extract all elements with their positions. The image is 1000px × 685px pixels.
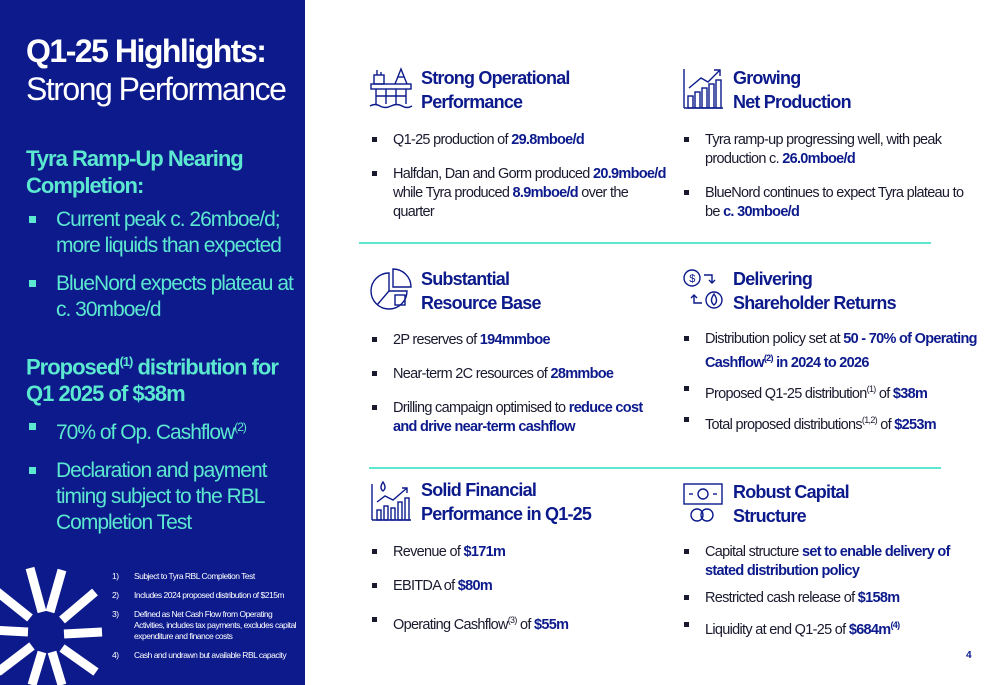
list-item: 70% of Op. Cashflow$^{(2)}$ <box>26 414 296 446</box>
banknote-coins-icon <box>681 480 725 524</box>
oil-platform-icon <box>369 66 413 110</box>
list-item: Revenue of $171m <box>369 543 669 562</box>
list-item: Total proposed distributions$^{(1,2)}$ of $253m <box>681 411 981 435</box>
list-item: Capital structure set to enable delivery of stated distribution policy <box>681 543 981 581</box>
dollar-exchange-icon <box>681 267 725 311</box>
svg-text:$: $ <box>689 273 695 285</box>
bullet-list <box>369 543 669 635</box>
divider <box>369 467 941 469</box>
footnote: 1) Subject to Tyra RBL Completion Test <box>112 571 255 581</box>
bullet-list <box>681 131 981 222</box>
section-title: Delivering Shareholder Returns <box>733 269 896 313</box>
list-item: Q1-25 production of 29.8mboe/d <box>369 131 669 150</box>
financial-chart-icon <box>369 478 413 522</box>
list-item: Restricted cash release of $158m <box>681 589 981 608</box>
bullet-list <box>369 131 669 222</box>
list-item: Operating Cashflow$^{(3)}$ of $55m <box>369 611 669 635</box>
bullet-list <box>681 330 981 434</box>
section-title: Robust Capital Structure <box>733 482 849 526</box>
list-item: BlueNord continues to expect Tyra plateau to be c. 30mboe/d <box>681 184 981 222</box>
bullet-list <box>369 331 669 437</box>
sidebar <box>0 0 305 685</box>
footnote: 2) Includes 2024 proposed distribution of $215m <box>112 590 285 600</box>
bluenord-logo-icon <box>0 560 105 685</box>
pie-chart-icon <box>369 267 413 311</box>
list-item: Tyra ramp-up progressing well, with peak production c. 26.0mboe/d <box>681 131 981 169</box>
footnote: 3) Defined as Net Cash Flow from Operating Activities, includes tax payments, excludes capital expenditure and finance costs <box>112 609 297 641</box>
section-title: Solid Financial Performance in Q1-25 <box>421 480 592 524</box>
section-title: Growing Net Production <box>733 68 851 112</box>
footnote: 4) Cash and undrawn but available RBL capacity <box>112 650 287 660</box>
section-title: Strong Operational Performance <box>421 68 570 112</box>
list-item: Current peak c. 26mboe/d; more liquids than expected <box>26 207 296 259</box>
tyra-list <box>26 207 296 335</box>
list-item: Distribution policy set at 50 - 70% of Operating Cashflow$^{(2)}$ in 2024 to 2026 <box>681 330 981 373</box>
list-item: 2P reserves of 194mmboe <box>369 331 669 350</box>
list-item: Near-term 2C resources of 28mmboe <box>369 365 669 384</box>
list-item: BlueNord expects plateau at c. 30mboe/d <box>26 271 296 323</box>
divider <box>359 242 931 244</box>
tyra-heading: Tyra Ramp-Up Nearing Completion: <box>26 146 243 198</box>
page-title: Q1-25 Highlights: Strong Performance <box>26 33 286 107</box>
list-item: Drilling campaign optimised to reduce cost and drive near-term cashflow <box>369 399 669 437</box>
list-item: Halfdan, Dan and Gorm produced 20.9mboe/d while Tyra produced 8.9mboe/d over the quarter <box>369 165 669 222</box>
footnotes <box>112 571 298 669</box>
list-item: EBITDA of $80m <box>369 577 669 596</box>
distribution-heading: Proposed$^{(1)}$ distribution for Q1 2025 of $38m <box>26 354 278 407</box>
growth-chart-icon <box>681 66 725 110</box>
list-item: Proposed Q1-25 distribution$^{(1)}$ of $38m <box>681 380 981 404</box>
list-item: Liquidity at end Q1-25 of $\$684m^{(4)}$ <box>681 616 981 640</box>
bullet-list <box>681 543 981 640</box>
section-title: Substantial Resource Base <box>421 269 541 313</box>
page-number: 4 <box>966 650 971 661</box>
list-item: Declaration and payment timing subject to the RBL Completion Test <box>26 458 296 536</box>
distribution-list <box>26 414 296 548</box>
